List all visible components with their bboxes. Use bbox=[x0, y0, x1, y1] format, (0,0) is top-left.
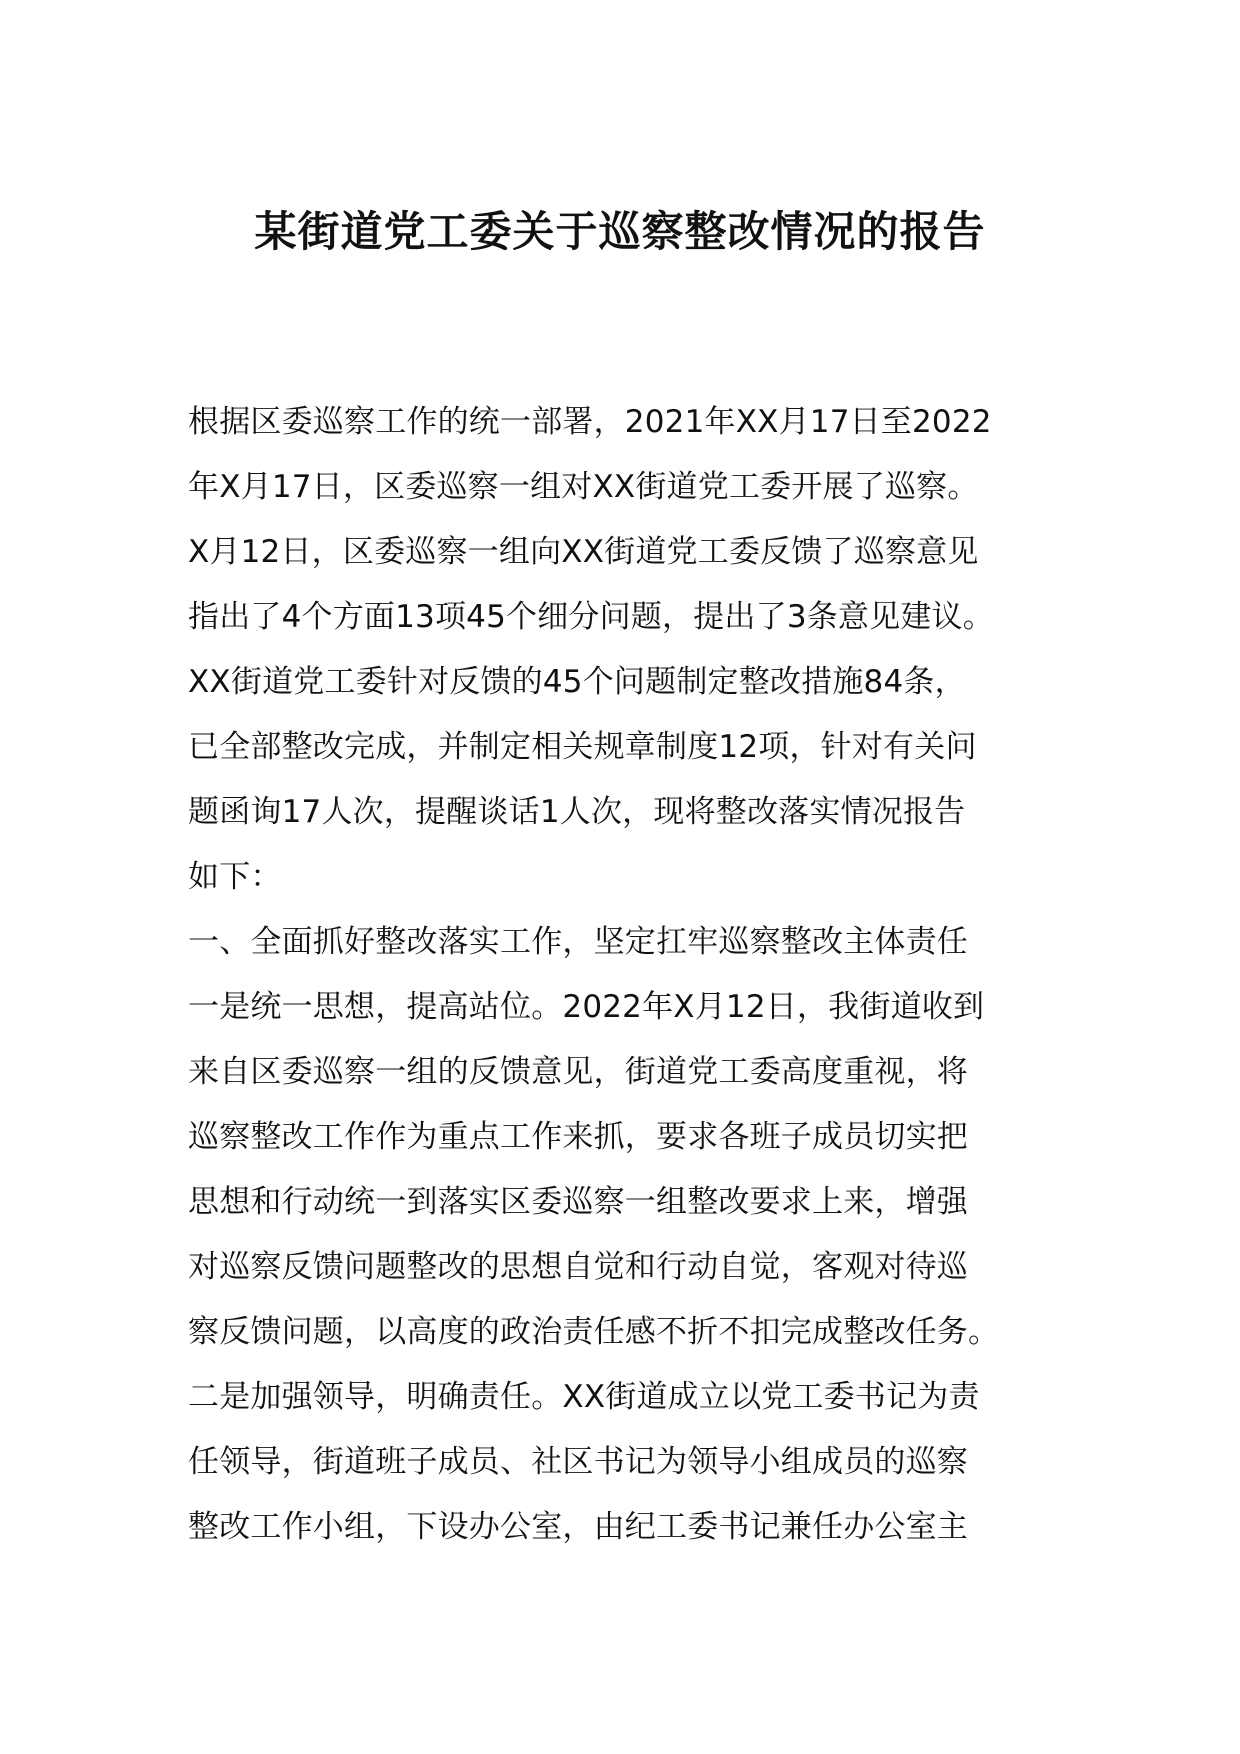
section-heading: 一、全面抓好整改落实工作，坚定扛牢巡察整改主体责任 bbox=[188, 924, 968, 960]
document-title: 某街道党工委关于巡察整改情况的报告 bbox=[254, 207, 986, 256]
body-line: X月12日，区委巡察一组向XX街道党工委反馈了巡察意见 bbox=[188, 534, 979, 570]
body-line: 察反馈问题，以高度的政治责任感不折不扣完成整改任务。 bbox=[188, 1314, 1000, 1350]
body-line: 任领导，街道班子成员、社区书记为领导小组成员的巡察 bbox=[188, 1444, 968, 1480]
body-line: 一是统一思想，提高站位。2022年X月12日，我街道收到 bbox=[188, 989, 985, 1025]
body-line: 年X月17日，区委巡察一组对XX街道党工委开展了巡察。 bbox=[188, 469, 979, 505]
body-line: 题函询17人次，提醒谈话1人次，现将整改落实情况报告 bbox=[188, 794, 966, 830]
body-line: XX街道党工委针对反馈的45个问题制定整改措施84条， bbox=[188, 664, 966, 700]
body-line: 二是加强领导，明确责任。XX街道成立以党工委书记为责 bbox=[188, 1379, 980, 1415]
body-line: 根据区委巡察工作的统一部署，2021年XX月17日至2022 bbox=[188, 404, 992, 440]
body-line: 已全部整改完成，并制定相关规章制度12项，针对有关问 bbox=[188, 729, 977, 765]
body-line: 思想和行动统一到落实区委巡察一组整改要求上来，增强 bbox=[188, 1184, 968, 1220]
body-line: 如下： bbox=[188, 859, 282, 895]
document-body bbox=[188, 390, 1068, 1560]
body-line: 指出了4个方面13项45个细分问题，提出了3条意见建议。 bbox=[188, 599, 994, 635]
body-line: 巡察整改工作作为重点工作来抓，要求各班子成员切实把 bbox=[188, 1119, 968, 1155]
body-line: 对巡察反馈问题整改的思想自觉和行动自觉，客观对待巡 bbox=[188, 1249, 968, 1285]
body-line: 来自区委巡察一组的反馈意见，街道党工委高度重视，将 bbox=[188, 1054, 968, 1090]
body-line: 整改工作小组，下设办公室，由纪工委书记兼任办公室主 bbox=[188, 1509, 968, 1545]
